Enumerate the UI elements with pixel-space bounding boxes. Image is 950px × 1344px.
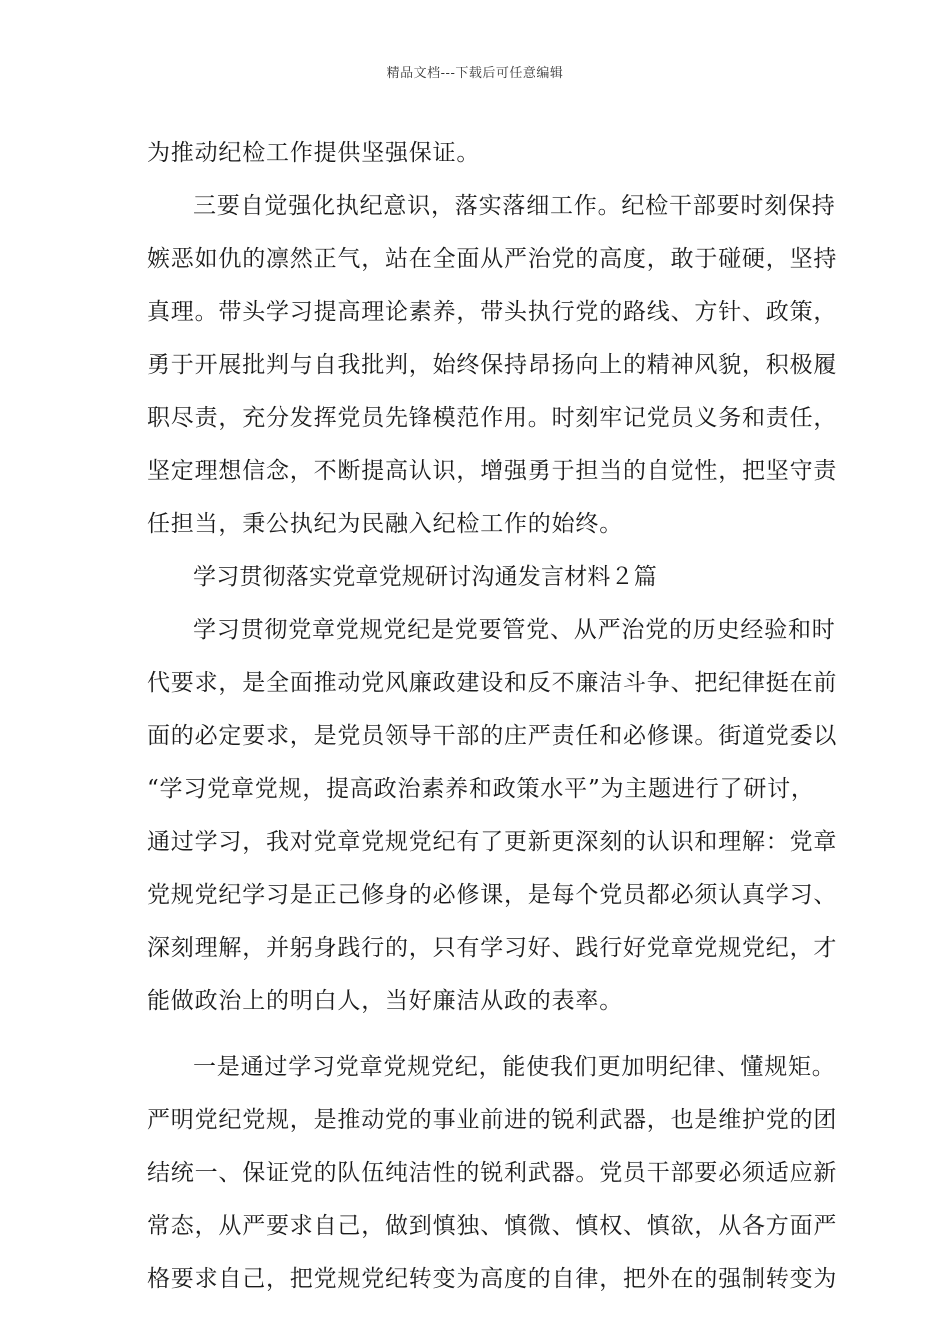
- document-body: [147, 127, 838, 1306]
- paragraph: [147, 1041, 838, 1306]
- paragraph: [147, 604, 838, 1028]
- text-line: 能做政治上的明白人，当好廉洁从政的表率。: [147, 988, 623, 1014]
- text-line: 为推动纪检工作提供坚强保证。: [147, 140, 481, 166]
- text-line: 勇于开展批判与自我批判，始终保持昂扬向上的精神风貌，积极履: [147, 352, 838, 378]
- text-line: 真理。带头学习提高理论素养，带头执行党的路线、方针、政策，: [147, 299, 838, 325]
- text-line: 格要求自己，把党规党纪转变为高度的自律，把外在的强制转变为: [147, 1266, 838, 1292]
- text-line: 学习贯彻落实党章党规研讨沟通发言材料２篇: [193, 564, 657, 590]
- text-line: 坚定理想信念，不断提高认识，增强勇于担当的自觉性，把坚守责: [147, 458, 838, 484]
- paragraph-spacer: [147, 1028, 807, 1041]
- text-line: “学习党章党规，提高政治素养和政策水平”为主题进行了研讨，: [147, 776, 815, 802]
- text-line: 严明党纪党规，是推动党的事业前进的锐利武器，也是维护党的团: [147, 1107, 838, 1133]
- text-line: 一是通过学习党章党规党纪，能使我们更加明纪律、懂规矩。: [193, 1054, 836, 1080]
- text-line: 嫉恶如仇的凛然正气，站在全面从严治党的高度，敢于碰硬，坚持: [147, 246, 838, 272]
- text-line: 结统一、保证党的队伍纯洁性的锐利武器。党员干部要必须适应新: [147, 1160, 838, 1186]
- paragraph: [147, 127, 807, 180]
- text-line: 党规党纪学习是正己修身的必修课，是每个党员都必须认真学习、: [147, 882, 838, 908]
- text-line: 面的必定要求，是党员领导干部的庄严责任和必修课。街道党委以: [147, 723, 838, 749]
- text-line: 职尽责，充分发挥党员先锋模范作用。时刻牢记党员义务和责任，: [147, 405, 838, 431]
- section-title: [147, 551, 807, 604]
- text-line: 学习贯彻党章党规党纪是党要管党、从严治党的历史经验和时: [193, 617, 836, 643]
- text-line: 任担当，秉公执纪为民融入纪检工作的始终。: [147, 511, 623, 537]
- page-header: 精品文档---下载后可任意编辑: [386, 66, 564, 81]
- text-line: 通过学习，我对党章党规党纪有了更新更深刻的认识和理解：党章: [147, 829, 838, 855]
- text-line: 深刻理解，并躬身践行的，只有学习好、践行好党章党规党纪，才: [147, 935, 838, 961]
- text-line: 三要自觉强化执纪意识，落实落细工作。纪检干部要时刻保持: [193, 193, 836, 219]
- text-line: 常态，从严要求自己，做到慎独、慎微、慎权、慎欲，从各方面严: [147, 1213, 838, 1239]
- paragraph: [147, 180, 838, 551]
- text-line: 代要求，是全面推动党风廉政建设和反不廉洁斗争、把纪律挺在前: [147, 670, 838, 696]
